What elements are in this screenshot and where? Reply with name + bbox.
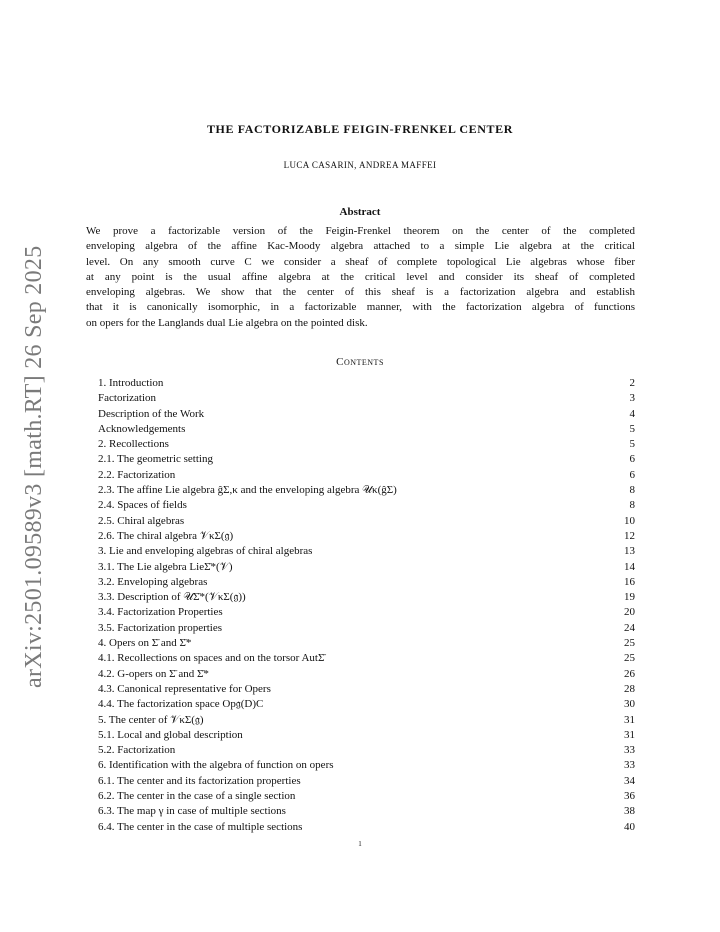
authors: LUCA CASARIN, ANDREA MAFFEI: [283, 160, 437, 170]
toc-page: 33: [624, 744, 635, 757]
toc-row[interactable]: [98, 636, 635, 651]
toc-label: 4.4. The factorization space Op𝔤(D)C: [98, 698, 264, 711]
toc-label: 2.4. Spaces of fields: [98, 499, 187, 512]
toc-label: 3.2. Enveloping algebras: [98, 575, 208, 588]
toc-label: 1. Introduction: [98, 377, 164, 389]
toc-row[interactable]: [98, 667, 635, 682]
toc-page: 10: [624, 514, 635, 527]
toc-label: Factorization: [98, 392, 157, 405]
abstract-line: enveloping algebras. We show that the center of this sheaf is a factorization algebra and establish: [86, 286, 635, 299]
toc-label: 4. Opers on Σ̄ and Σ̄*: [98, 637, 192, 650]
toc-label: 4.2. G-opers on Σ̄ and Σ̄*: [98, 667, 209, 680]
toc-label: 6.3. The map γ in case of multiple sections: [98, 805, 286, 818]
toc-row[interactable]: [98, 560, 635, 575]
toc-row[interactable]: [98, 498, 635, 513]
toc-row[interactable]: [98, 483, 635, 498]
toc-row[interactable]: [98, 468, 635, 483]
toc-label: 4.3. Canonical representative for Opers: [98, 682, 271, 695]
toc-row[interactable]: [98, 758, 635, 773]
toc-page: 6: [629, 468, 635, 481]
toc-page: 2: [629, 377, 635, 389]
toc-label: 2.1. The geometric setting: [98, 453, 213, 466]
toc-page: 40: [624, 820, 635, 833]
toc-label: 5.1. Local and global description: [98, 728, 243, 741]
toc-row[interactable]: [98, 789, 635, 804]
toc-row[interactable]: [98, 728, 635, 743]
toc-label: 4.1. Recollections on spaces and on the torsor AutΣ̄: [98, 652, 325, 665]
toc-page: 28: [624, 682, 635, 695]
toc-page: 25: [624, 652, 635, 665]
toc-row[interactable]: [98, 682, 635, 697]
toc-label: 3.1. The Lie algebra LieΣ̄*(𝒱): [98, 560, 233, 573]
toc-label: 3.4. Factorization Properties: [98, 606, 223, 619]
abstract-line: at any point is the usual affine algebra at the critical level and consider its sheaf of completed: [86, 270, 635, 283]
page-number: 1: [358, 840, 362, 848]
toc-label: 3. Lie and enveloping algebras of chiral algebras: [98, 545, 313, 558]
toc-page: 33: [624, 759, 635, 772]
abstract-body: [86, 224, 635, 331]
toc-row[interactable]: [98, 376, 635, 391]
toc-label: 6.4. The center in the case of multiple sections: [98, 820, 303, 833]
toc-page: 6: [629, 453, 635, 466]
toc-row[interactable]: [98, 391, 635, 406]
toc-label: 3.5. Factorization properties: [98, 621, 223, 634]
toc-row[interactable]: [98, 605, 635, 620]
toc-page: 8: [629, 484, 635, 497]
toc-label: 2.6. The chiral algebra 𝒱κΣ(𝔤): [98, 529, 234, 542]
toc-page: 8: [629, 499, 635, 512]
toc-row[interactable]: [98, 774, 635, 789]
toc-page: 16: [624, 575, 635, 588]
toc-label: 2.5. Chiral algebras: [98, 514, 185, 527]
toc-page: 3: [629, 392, 635, 405]
toc-row[interactable]: [98, 437, 635, 452]
arxiv-side-label: arXiv:2501.09589v3 [math.RT] 26 Sep 2025: [21, 245, 47, 688]
toc-row[interactable]: [98, 452, 635, 467]
toc-page: 26: [624, 667, 635, 680]
contents-heading: Contents: [336, 356, 384, 368]
toc-page: 31: [624, 713, 635, 726]
toc-label: 3.3. Description of 𝒰Σ̄*(𝒱κΣ(𝔤)): [98, 591, 246, 604]
toc-page: 34: [624, 774, 635, 787]
toc-label: 5. The center of 𝒱κΣ(𝔤): [98, 713, 204, 726]
toc-row[interactable]: [98, 514, 635, 529]
toc-page: 4: [629, 407, 635, 420]
toc-page: 30: [624, 698, 635, 711]
toc-row[interactable]: [98, 621, 635, 636]
toc-page: 31: [624, 728, 635, 741]
toc-page: 19: [624, 591, 635, 604]
abstract-line: We prove a factorizable version of the Feigin-Frenkel theorem on the center of the completed: [86, 225, 635, 237]
table-of-contents: [98, 376, 635, 835]
toc-label: 2.2. Factorization: [98, 468, 176, 481]
toc-row[interactable]: [98, 590, 635, 605]
toc-page: 12: [624, 529, 635, 542]
toc-page: 25: [624, 637, 635, 650]
abstract-heading: Abstract: [339, 206, 381, 218]
toc-row[interactable]: [98, 651, 635, 666]
abstract-line: enveloping algebra of the affine Kac-Moody algebra attached to a simple Lie algebra at the critical: [86, 240, 635, 253]
toc-row[interactable]: [98, 529, 635, 544]
toc-page: 13: [624, 545, 635, 558]
toc-page: 5: [629, 438, 635, 451]
toc-page: 24: [624, 621, 635, 634]
toc-label: 2.3. The affine Lie algebra ĝΣ,κ and the enveloping algebra 𝒰κ(ĝΣ): [98, 484, 397, 497]
abstract-line: on opers for the Langlands dual Lie algebra on the pointed disk.: [86, 316, 368, 329]
toc-page: 36: [624, 790, 635, 803]
toc-label: 2. Recollections: [98, 438, 169, 451]
abstract-line: that it is canonically isomorphic, in a factorizable manner, with the factorization algebra of functions: [86, 301, 635, 314]
toc-row[interactable]: [98, 407, 635, 422]
toc-label: Description of the Work: [98, 407, 205, 420]
toc-label: 6.2. The center in the case of a single section: [98, 790, 296, 803]
toc-row[interactable]: [98, 820, 635, 835]
toc-label: 6.1. The center and its factorization properties: [98, 774, 301, 787]
toc-page: 20: [624, 606, 635, 619]
toc-label: 6. Identification with the algebra of function on opers: [98, 759, 334, 772]
toc-page: 38: [624, 805, 635, 818]
toc-row[interactable]: [98, 422, 635, 437]
toc-row[interactable]: [98, 697, 635, 712]
toc-row[interactable]: [98, 544, 635, 559]
toc-page: 5: [629, 422, 635, 435]
toc-row[interactable]: [98, 713, 635, 728]
toc-row[interactable]: [98, 804, 635, 819]
toc-row[interactable]: [98, 575, 635, 590]
abstract-line: level. On any smooth curve C we consider a sheaf of complete topological Lie algebras whose fiber: [86, 255, 635, 268]
toc-page: 14: [624, 560, 635, 573]
paper-title: THE FACTORIZABLE FEIGIN-FRENKEL CENTER: [206, 122, 514, 136]
toc-label: 5.2. Factorization: [98, 744, 176, 757]
toc-label: Acknowledgements: [98, 422, 186, 435]
toc-row[interactable]: [98, 743, 635, 758]
